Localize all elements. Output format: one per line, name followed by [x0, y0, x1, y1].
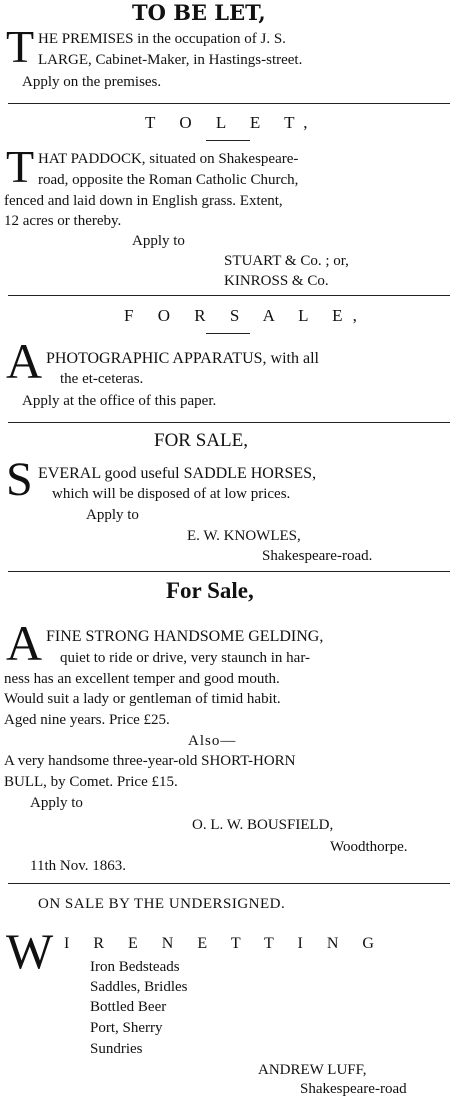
short-rule	[206, 333, 250, 334]
ad1-line1: HE PREMISES in the occupation of J. S.	[38, 31, 286, 47]
ad5-line2: quiet to ride or drive, very staunch in har-	[60, 650, 311, 666]
ad5-name: O. L. W. BOUSFIELD,	[192, 817, 334, 833]
ad6-dropcap: W	[6, 923, 54, 979]
ad5-address: Woodthorpe.	[330, 839, 408, 855]
divider	[8, 571, 450, 572]
ad4-address: Shakespeare-road.	[262, 548, 373, 564]
ad5-line6: A very handsome three-year-old SHORT-HORN	[4, 753, 296, 769]
ad4-dropcap: S	[6, 453, 33, 506]
ad1-line2: LARGE, Cabinet-Maker, in Hastings-street.	[38, 52, 303, 68]
ad4-heading: FOR SALE,	[154, 430, 248, 451]
divider	[8, 422, 450, 423]
ad2-dropcap: T	[6, 141, 35, 192]
ad5-line7: BULL, by Comet. Price £15.	[4, 774, 178, 790]
ad2-line2: road, opposite the Roman Catholic Church,	[38, 172, 299, 188]
ad6-name: ANDREW LUFF,	[258, 1062, 367, 1078]
ad5-line1: FINE STRONG HANDSOME GELDING,	[46, 628, 324, 645]
ad5-date: 11th Nov. 1863.	[30, 858, 126, 874]
ad6-heading: ON SALE BY THE UNDERSIGNED.	[38, 896, 286, 912]
short-rule	[206, 140, 250, 141]
ad4-line2: which will be disposed of at low prices.	[52, 486, 291, 502]
ad5-heading: For Sale,	[166, 578, 254, 603]
ad3-line1: PHOTOGRAPHIC APPARATUS, with all	[46, 350, 319, 367]
ad2-heading: T O L E T,	[145, 113, 318, 132]
ad2-agent2: KINROSS & Co.	[224, 273, 329, 289]
ad5-apply: Apply to	[30, 795, 83, 811]
ad6-item: Saddles, Bridles	[90, 979, 188, 995]
ad6-item: Port, Sherry	[90, 1020, 163, 1036]
ad3-dropcap: A	[6, 333, 43, 389]
ad6-item: Iron Bedsteads	[90, 959, 180, 975]
ad2-line1: HAT PADDOCK, situated on Shakespeare-	[38, 151, 299, 167]
ad3-line3: Apply at the office of this paper.	[22, 393, 217, 409]
ad2-line3: fenced and laid down in English grass. Extent,	[4, 193, 283, 209]
ad5-also: Also—	[188, 733, 237, 749]
divider	[8, 295, 450, 296]
ad2-agent1: STUART & Co. ; or,	[224, 253, 349, 269]
ad6-item: Sundries	[90, 1041, 143, 1057]
ad4-apply: Apply to	[86, 507, 139, 523]
ad6-first-item: I R E N E T T I N G	[64, 935, 384, 952]
ad5-line5: Aged nine years. Price £25.	[4, 712, 170, 728]
ad5-line4: Would suit a lady or gentleman of timid habit.	[4, 691, 281, 707]
ad3-heading: F O R S A L E,	[124, 306, 367, 325]
ad4-name: E. W. KNOWLES,	[187, 528, 301, 544]
ad1-dropcap: T	[6, 21, 35, 72]
ad1-heading: TO BE LET,	[132, 0, 266, 25]
ad5-dropcap: A	[6, 615, 43, 671]
ad1-line3: Apply on the premises.	[22, 74, 162, 90]
ad2-apply: Apply to	[132, 233, 185, 249]
ad6-address: Shakespeare-road	[300, 1081, 407, 1097]
ad5-line3: ness has an excellent temper and good mouth.	[4, 671, 280, 687]
divider	[8, 103, 450, 104]
ad3-line2: the et-ceteras.	[60, 371, 144, 387]
divider	[8, 883, 450, 884]
ad6-item: Bottled Beer	[90, 999, 167, 1015]
ad4-line1: EVERAL good useful SADDLE HORSES,	[38, 465, 317, 482]
ad2-line4: 12 acres or thereby.	[4, 213, 122, 229]
